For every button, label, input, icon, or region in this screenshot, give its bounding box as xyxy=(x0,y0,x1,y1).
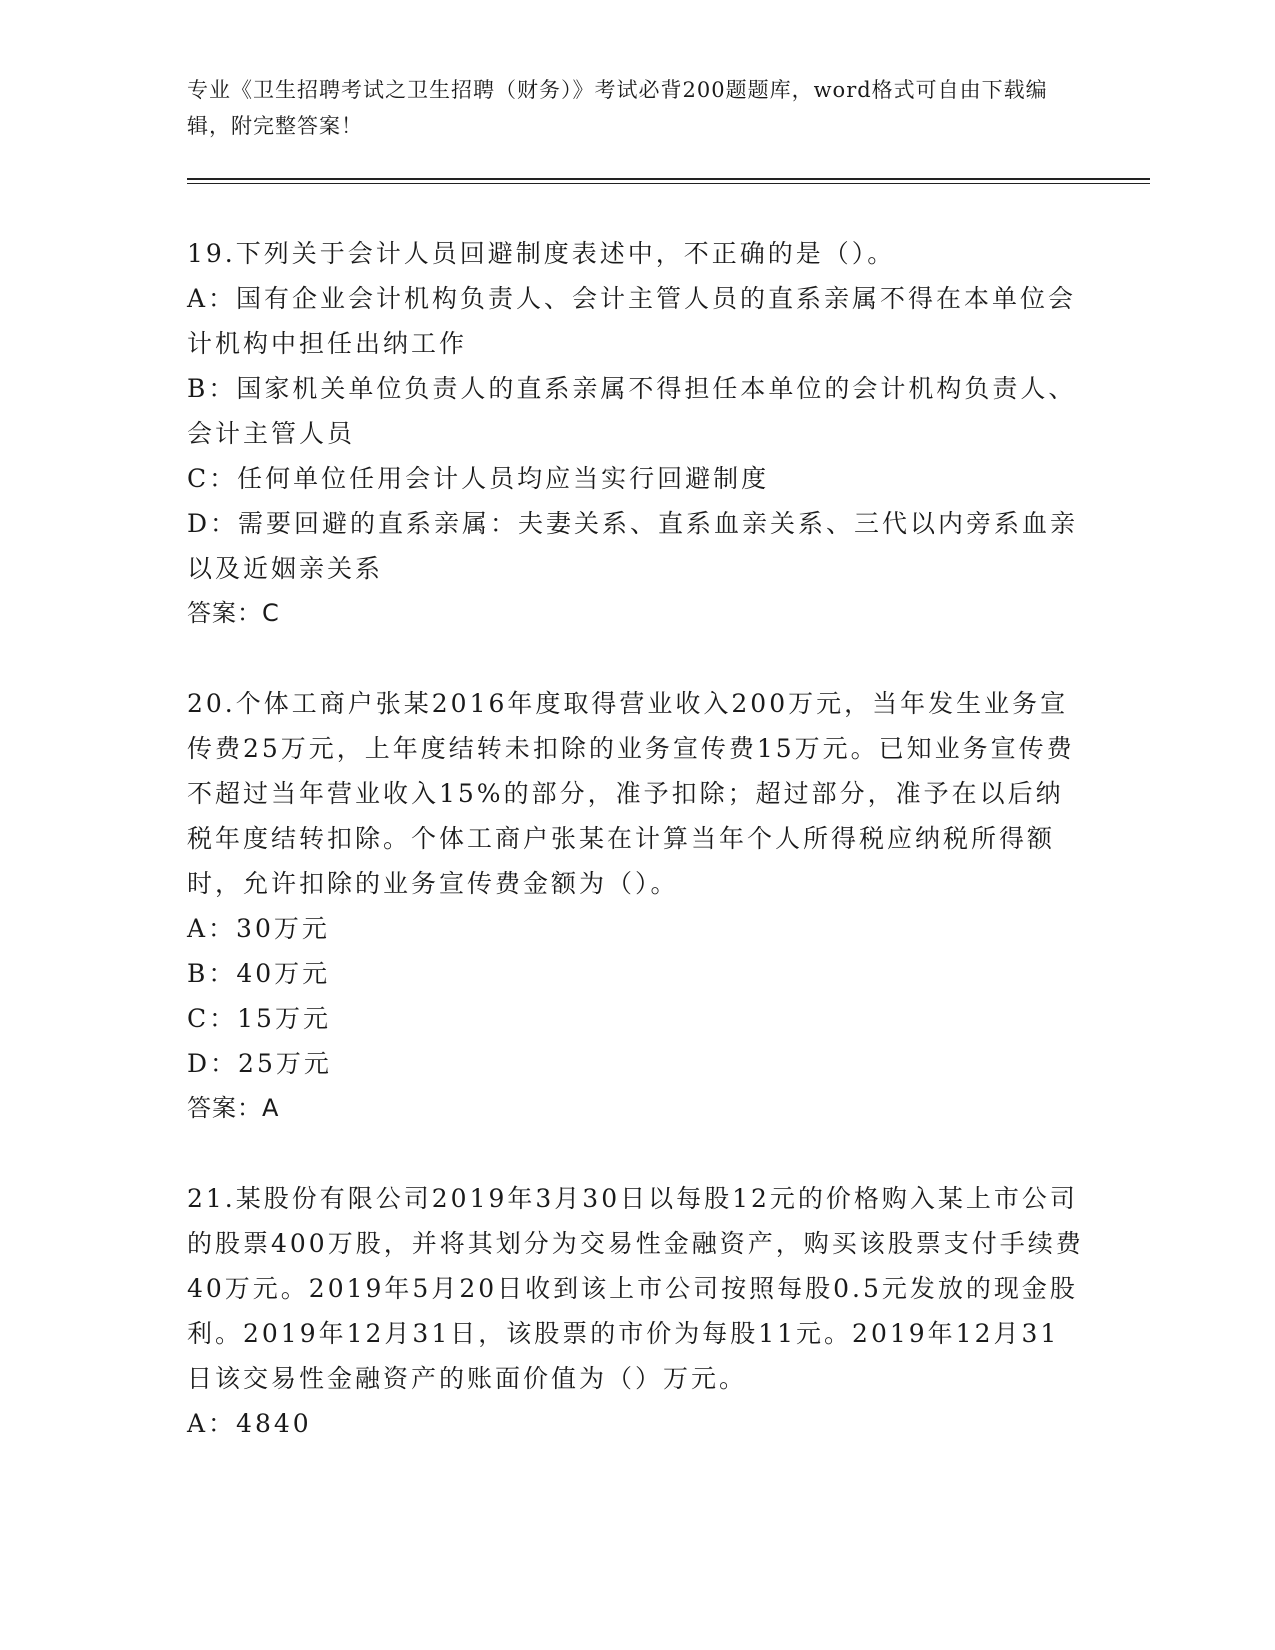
option-c: C：任何单位任用会计人员均应当实行回避制度 xyxy=(187,464,770,493)
question-stem: 19.下列关于会计人员回避制度表述中，不正确的是（）。 xyxy=(187,239,896,268)
question-21 xyxy=(187,1176,1087,1446)
option-b: B：国家机关单位负责人的直系亲属不得担任本单位的会计机构负责人、会计主管人员 xyxy=(187,374,1077,448)
header-divider-thin xyxy=(187,183,1150,184)
option-a: A：4840 xyxy=(187,1409,312,1438)
option-d: D：25万元 xyxy=(187,1049,332,1078)
option-c: C：15万元 xyxy=(187,1004,331,1033)
answer: 答案：A xyxy=(187,1094,280,1122)
question-stem: 20.个体工商户张某2016年度取得营业收入200万元，当年发生业务宣传费25万元，上年度结转未扣除的业务宣传费15万元。已知业务宣传费不超过当年营业收入15%的部分，准予扣除；超过部分，准予在以后纳税年度结转扣除。个体工商户张某在计算当年个人所得税应纳税所得额时，允许扣除的业务宣传费金额为（）。 xyxy=(187,689,1075,898)
option-d: D：需要回避的直系亲属：夫妻关系、直系血亲关系、三代以内旁系血亲以及近姻亲关系 xyxy=(187,509,1079,583)
answer: 答案：C xyxy=(187,599,280,627)
question-list xyxy=(187,231,1087,1446)
question-19 xyxy=(187,231,1087,636)
header-title: 专业《卫生招聘考试之卫生招聘（财务）》考试必背200题题库，word格式可自由下载编辑，附完整答案！ xyxy=(187,78,1048,138)
option-b: B：40万元 xyxy=(187,959,331,988)
question-spacer xyxy=(187,1131,1087,1176)
question-spacer xyxy=(187,636,1087,681)
question-stem: 21.某股份有限公司2019年3月30日以每股12元的价格购入某上市公司的股票400万股，并将其划分为交易性金融资产，购买该股票支付手续费40万元。2019年5月20日收到该上市公司按照每股0.5元发放的现金股利。2019年12月31日，该股票的市价为每股11元。2019年12月31日该交易性金融资产的账面价值为（）万元。 xyxy=(187,1184,1084,1393)
question-20 xyxy=(187,681,1087,1131)
document-header xyxy=(187,72,1077,144)
header-divider-thick xyxy=(187,178,1150,180)
option-a: A：30万元 xyxy=(187,914,330,943)
option-a: A：国有企业会计机构负责人、会计主管人员的直系亲属不得在本单位会计机构中担任出纳工作 xyxy=(187,284,1077,358)
